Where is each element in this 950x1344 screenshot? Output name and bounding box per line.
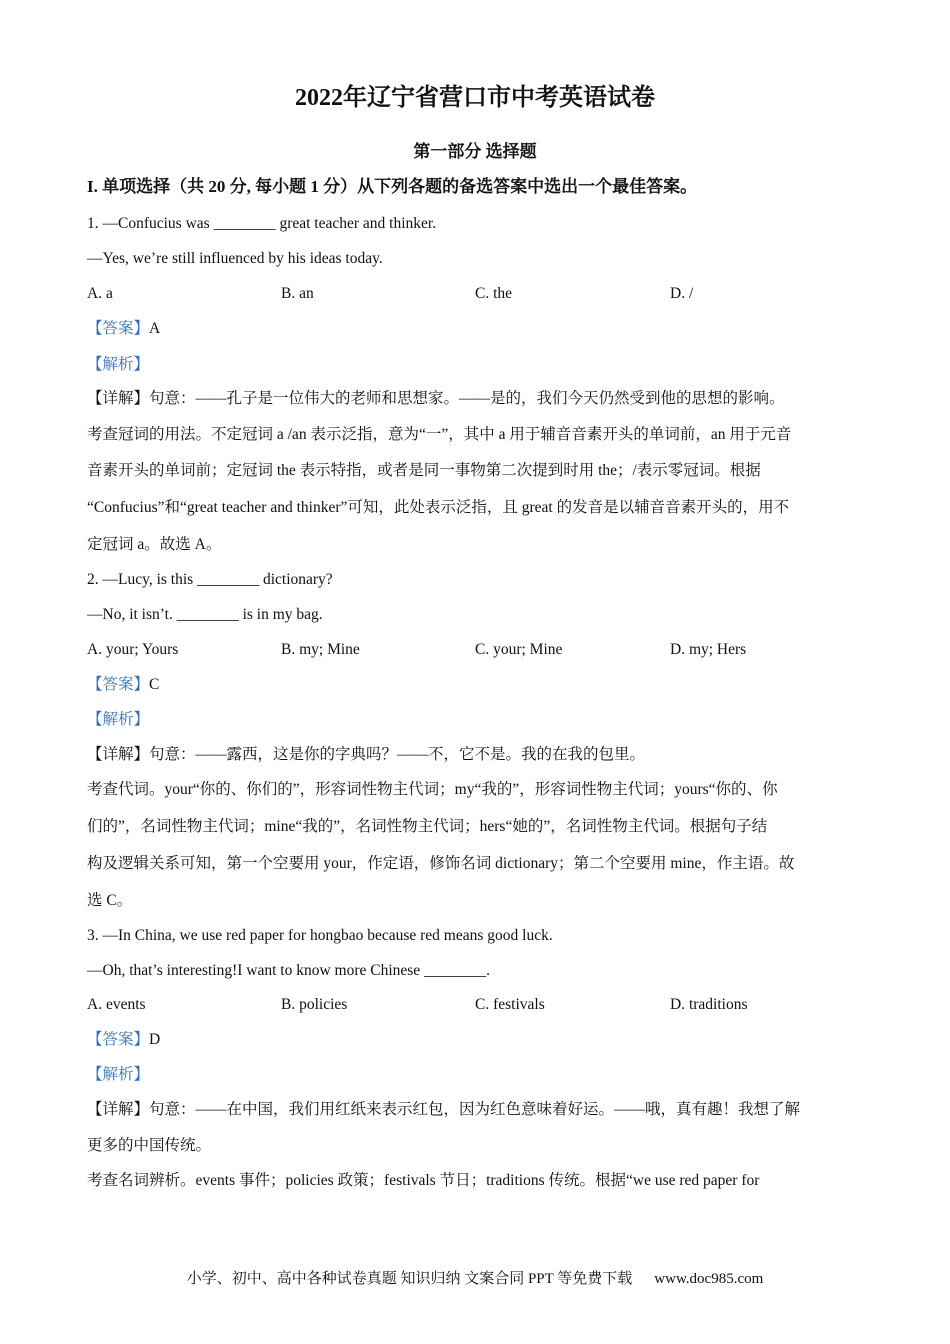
document-title: 2022年辽宁省营口市中考英语试卷 xyxy=(295,85,655,111)
q1-analysis-tag: 【解析】 xyxy=(87,356,150,373)
answer-value: C xyxy=(149,676,160,693)
q1-detail-line: 音素开头的单词前；定冠词 the 表示特指，或者是同一事物第二次提到时用 the；/表示零冠词。根据 xyxy=(87,462,761,479)
q1-option-c: C. the xyxy=(475,285,513,302)
q2-option-c: C. your; Mine xyxy=(475,641,563,658)
q1-option-a: A. a xyxy=(87,285,113,302)
q3-detail-line: 考查名词辨析。events 事件；policies 政策；festivals 节日；traditions 传统。根据“we use red paper for xyxy=(87,1172,760,1189)
q3-option-a: A. events xyxy=(87,996,146,1013)
q1-detail-line: “Confucius”和“great teacher and thinker”可知，此处表示泛指，且 great 的发音是以辅音音素开头的，用不 xyxy=(87,499,790,516)
q2-option-d: D. my; Hers xyxy=(670,641,747,658)
page-footer xyxy=(0,1266,950,1292)
q3-question-line1: 3. —In China, we use red paper for hongbao because red means good luck. xyxy=(87,927,553,944)
answer-tag: 【答案】 xyxy=(87,676,150,693)
q1-question-line1: 1. —Confucius was ________ great teacher and thinker. xyxy=(87,215,437,232)
q3-detail-line: 【详解】句意：——在中国，我们用红纸来表示红包，因为红色意味着好运。——哦，真有趣！我想了解 xyxy=(87,1101,801,1118)
section-heading: I. 单项选择（共 20 分, 每小题 1 分）从下列各题的备选答案中选出一个最佳答案。 xyxy=(87,177,698,196)
answer-value: A xyxy=(149,320,161,337)
q2-detail-line: 考查代词。your“你的、你们的”，形容词性物主代词；my“我的”，形容词性物主代词；yours“你的、你 xyxy=(87,781,778,798)
footer-link[interactable]: www.doc985.com xyxy=(654,1271,764,1287)
q2-question-line2: —No, it isn’t. ________ is in my bag. xyxy=(87,606,323,623)
part-heading: 第一部分 选择题 xyxy=(413,142,537,161)
q3-detail-line: 更多的中国传统。 xyxy=(87,1137,212,1154)
footer-text: 小学、初中、高中各种试卷真题 知识归纳 文案合同 PPT 等免费下载 xyxy=(186,1271,633,1287)
q2-option-a: A. your; Yours xyxy=(87,641,179,658)
q3-option-c: C. festivals xyxy=(475,996,545,1013)
q1-detail-line: 考查冠词的用法。不定冠词 a /an 表示泛指，意为“一”，其中 a 用于辅音音素开头的单词前，an 用于元音 xyxy=(87,426,792,443)
q2-analysis-tag: 【解析】 xyxy=(87,711,150,728)
answer-value: D xyxy=(149,1031,161,1048)
q3-answer xyxy=(87,1027,877,1053)
answer-tag: 【答案】 xyxy=(87,1031,150,1048)
q3-option-d: D. traditions xyxy=(670,996,748,1013)
q1-detail-line: 定冠词 a。故选 A。 xyxy=(87,536,222,553)
q2-detail-line: 们的”，名词性物主代词；mine“我的”，名词性物主代词；hers“她的”，名词性物主代词。根据句子结 xyxy=(87,818,768,835)
q2-question-line1: 2. —Lucy, is this ________ dictionary? xyxy=(87,571,333,588)
q1-option-b: B. an xyxy=(281,285,314,302)
q2-option-b: B. my; Mine xyxy=(281,641,360,658)
q1-question-line2: —Yes, we’re still influenced by his ideas today. xyxy=(87,250,383,267)
answer-tag: 【答案】 xyxy=(87,320,150,337)
q2-answer xyxy=(87,672,877,698)
q1-option-d: D. / xyxy=(670,285,694,302)
q3-option-b: B. policies xyxy=(281,996,348,1013)
q2-detail-line: 【详解】句意：——露西，这是你的字典吗？——不，它不是。我的在我的包里。 xyxy=(87,746,646,763)
q3-analysis-tag: 【解析】 xyxy=(87,1066,150,1083)
q1-answer xyxy=(87,316,877,342)
q2-detail-line: 选 C。 xyxy=(87,892,133,909)
q2-detail-line: 构及逻辑关系可知，第一个空要用 your，作定语，修饰名词 dictionary；第二个空要用 mine，作主语。故 xyxy=(87,855,795,872)
q1-detail-line: 【详解】句意：——孔子是一位伟大的老师和思想家。——是的，我们今天仍然受到他的思想的影响。 xyxy=(87,390,785,407)
q3-question-line2: —Oh, that’s interesting!I want to know more Chinese ________. xyxy=(87,962,490,979)
